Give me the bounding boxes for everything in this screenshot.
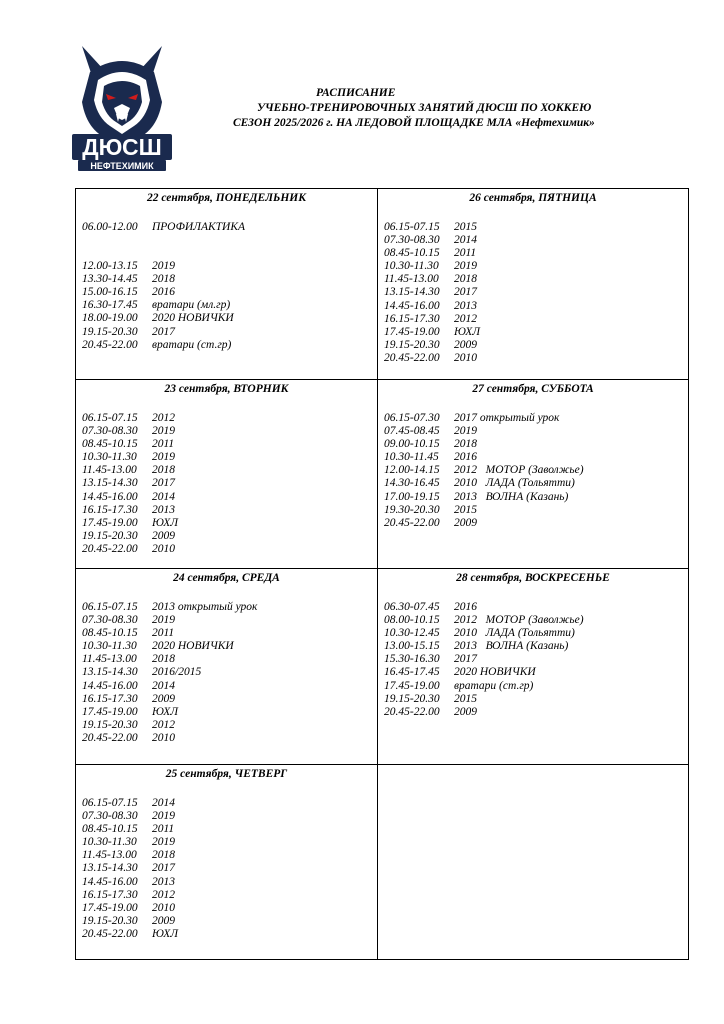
day-cell: [378, 380, 689, 569]
session-row: [82, 326, 377, 339]
session-row: [384, 627, 688, 640]
session-time: 17.45-19.00: [384, 325, 440, 338]
session-row: [82, 504, 377, 517]
session-row: [82, 477, 377, 490]
session-group: 2019: [152, 451, 175, 464]
session-group: 2019: [152, 614, 175, 627]
session-group: 2012: [454, 312, 477, 325]
session-group: 2017 открытый урок: [454, 412, 560, 424]
session-row: [82, 706, 377, 719]
session-row: [82, 273, 377, 286]
session-group: 2019: [454, 260, 477, 273]
session-time: 14.45-16.00: [384, 299, 440, 312]
session-row: [82, 640, 377, 653]
session-group: 2012 МОТОР (Заволжье): [454, 464, 584, 477]
session-row: [82, 849, 377, 862]
session-time: 20.45-22.00: [384, 351, 440, 364]
session-row: [82, 425, 377, 438]
session-row: [82, 902, 377, 915]
session-time: 10.30-12.45: [384, 627, 440, 640]
session-group: 2015: [454, 692, 477, 705]
session-time: 11.45-13.00: [82, 464, 137, 477]
session-group: 2016/2015: [152, 666, 202, 679]
session-row: [82, 810, 377, 823]
session-time: 15.00-16.15: [82, 286, 138, 299]
session-group: 2012: [152, 718, 175, 731]
session-row: [384, 273, 688, 286]
session-time: 14.45-16.00: [82, 875, 138, 888]
session-group: 2017: [152, 325, 175, 338]
session-group: 2010: [152, 731, 175, 744]
session-row: [82, 451, 377, 464]
day-title: 28 сентября, ВОСКРЕСЕНЬЕ: [456, 572, 610, 584]
session-time: 19.15-20.30: [82, 529, 138, 542]
session-group: 2013: [454, 299, 477, 312]
session-group: 2014: [152, 490, 175, 503]
session-time: 17.45-19.00: [384, 679, 440, 692]
session-row: [82, 836, 377, 849]
session-group: 2012: [152, 412, 175, 424]
session-time: 07.30-08.30: [82, 425, 138, 438]
session-row: [384, 300, 688, 313]
session-group: 2019: [152, 260, 175, 273]
session-row: [384, 451, 688, 464]
session-row: [82, 928, 377, 941]
session-row: [82, 299, 377, 312]
session-row: [82, 234, 377, 260]
session-time: 10.30-11.30: [384, 260, 439, 273]
session-row: [82, 797, 377, 810]
session-row: [384, 339, 688, 352]
session-time: 10.30-11.30: [82, 836, 137, 849]
session-row: [82, 915, 377, 928]
session-list: [378, 398, 688, 530]
session-row: [82, 889, 377, 902]
day-cell: [76, 765, 378, 960]
session-row: [82, 627, 377, 640]
session-group: 2017: [152, 477, 175, 490]
session-time: 20.45-22.00: [82, 338, 138, 351]
session-time: 19.15-20.30: [384, 692, 440, 705]
session-row: [82, 876, 377, 889]
day-title: 24 сентября, СРЕДА: [173, 572, 280, 584]
day-cell: [76, 189, 378, 380]
session-group: 2015: [454, 503, 477, 516]
session-time: 20.45-22.00: [82, 542, 138, 555]
session-group: 2011: [152, 438, 175, 451]
session-time: 14.45-16.00: [82, 490, 138, 503]
session-time: 13.15-14.30: [82, 862, 138, 875]
wolf-logo-icon: [68, 42, 176, 172]
session-group: 2018: [152, 464, 175, 477]
session-time: 16.30-17.45: [82, 299, 138, 312]
session-group: 2016: [454, 451, 477, 464]
session-group: 2018: [152, 653, 175, 666]
session-group: 2019: [152, 836, 175, 849]
session-group: 2017: [454, 286, 477, 299]
session-group: 2015: [454, 221, 477, 233]
session-row: [384, 601, 688, 614]
session-time: 13.15-14.30: [82, 666, 138, 679]
session-time: 12.00-14.15: [384, 464, 440, 477]
session-row: [82, 517, 377, 530]
session-row: [384, 234, 688, 247]
session-time: 08.45-10.15: [384, 247, 440, 260]
session-time: 13.15-14.30: [384, 286, 440, 299]
session-time: 19.15-20.30: [82, 914, 138, 927]
session-group: 2010: [152, 901, 175, 914]
session-time: 10.30-11.30: [82, 451, 137, 464]
session-time: 06.30-07.45: [384, 601, 440, 613]
session-time: 08.45-10.15: [82, 823, 138, 836]
session-row: [82, 339, 377, 352]
header-season: СЕЗОН 2025/2026 г. НА ЛЕДОВОЙ ПЛОЩАДКЕ МЛА «Нефтехимик»: [233, 117, 595, 129]
session-row: [384, 680, 688, 693]
session-row: [82, 719, 377, 732]
session-row: [384, 438, 688, 451]
session-group: ПРОФИЛАКТИКА: [152, 221, 245, 233]
session-group: ЮХЛ: [152, 927, 179, 940]
session-row: [384, 504, 688, 517]
session-time: 07.45-08.45: [384, 425, 440, 438]
day-cell: [378, 189, 689, 380]
session-row: [82, 823, 377, 836]
session-time: 17.45-19.00: [82, 705, 138, 718]
session-row: [82, 491, 377, 504]
session-time: 20.45-22.00: [384, 705, 440, 718]
session-row: [384, 313, 688, 326]
session-group: 2014: [454, 234, 477, 247]
session-row: [384, 693, 688, 706]
session-group: 2020 НОВИЧКИ: [152, 312, 234, 325]
session-group: ЮХЛ: [152, 705, 179, 718]
session-row: [384, 412, 688, 425]
session-time: 14.30-16.45: [384, 477, 440, 490]
day-cell: [76, 380, 378, 569]
session-time: 16.15-17.30: [82, 888, 138, 901]
session-time: 06.15-07.15: [82, 601, 138, 613]
session-time: 07.30-08.30: [384, 234, 440, 247]
header-title: РАСПИСАНИЕ: [316, 87, 396, 99]
session-time: 06.15-07.15: [82, 797, 138, 809]
session-group: 2020 НОВИЧКИ: [152, 640, 234, 653]
session-row: [82, 221, 377, 234]
session-time: 17.45-19.00: [82, 901, 138, 914]
day-title: 23 сентября, ВТОРНИК: [164, 383, 289, 395]
session-group: 2011: [152, 627, 175, 640]
session-time: 18.00-19.00: [82, 312, 138, 325]
session-time: 08.45-10.15: [82, 627, 138, 640]
session-group: 2019: [454, 425, 477, 438]
session-time: 16.45-17.45: [384, 666, 440, 679]
session-time: 16.15-17.30: [82, 692, 138, 705]
session-time: 11.45-13.00: [384, 273, 439, 286]
session-row: [384, 653, 688, 666]
session-time: 11.45-13.00: [82, 849, 137, 862]
session-row: [384, 640, 688, 653]
session-group: 2013 ВОЛНА (Казань): [454, 490, 569, 503]
day-title: 26 сентября, ПЯТНИЦА: [469, 192, 597, 204]
session-group: 2010: [152, 542, 175, 555]
session-row: [82, 680, 377, 693]
dyussh-logo: [68, 42, 176, 172]
session-group: вратари (мл.гр): [152, 299, 231, 312]
session-row: [82, 862, 377, 875]
header-subtitle: УЧЕБНО-ТРЕНИРОВОЧНЫХ ЗАНЯТИЙ ДЮСШ ПО ХОККЕЮ: [257, 102, 592, 114]
session-time: 13.00-15.15: [384, 640, 440, 653]
session-row: [82, 693, 377, 706]
session-group: 2020 НОВИЧКИ: [454, 666, 536, 679]
day-title: 22 сентября, ПОНЕДЕЛЬНИК: [146, 192, 307, 204]
day-title: 27 сентября, СУББОТА: [472, 383, 594, 395]
session-row: [384, 477, 688, 490]
session-time: 11.45-13.00: [82, 653, 137, 666]
session-row: [82, 286, 377, 299]
session-group: 2019: [152, 425, 175, 438]
session-group: 2009: [152, 529, 175, 542]
session-row: [82, 412, 377, 425]
session-group: 2010: [454, 351, 477, 364]
session-time: 19.15-20.30: [82, 718, 138, 731]
session-row: [82, 543, 377, 556]
session-group: 2018: [454, 273, 477, 286]
session-group: 2010 ЛАДА (Тольятти): [454, 477, 575, 490]
session-row: [384, 286, 688, 299]
session-group: 2009: [454, 516, 477, 529]
session-group: 2009: [152, 692, 175, 705]
session-list: [76, 207, 377, 352]
session-row: [82, 530, 377, 543]
session-group: 2009: [454, 338, 477, 351]
session-group: ЮХЛ: [152, 516, 179, 529]
session-time: 19.30-20.30: [384, 503, 440, 516]
session-row: [384, 352, 688, 365]
session-row: [384, 517, 688, 530]
session-group: 2014: [152, 797, 175, 809]
logo-subtitle: НЕФТЕХИМИК: [90, 161, 154, 171]
session-time: 09.00-10.15: [384, 438, 440, 451]
session-group: 2018: [152, 273, 175, 286]
session-time: 06.00-12.00: [82, 221, 138, 233]
logo-title: ДЮСШ: [82, 134, 162, 160]
session-row: [384, 326, 688, 339]
session-time: 17.00-19.15: [384, 490, 440, 503]
session-list: [76, 398, 377, 556]
session-group: 2019: [152, 810, 175, 823]
day-title: 25 сентября, ЧЕТВЕРГ: [165, 768, 288, 780]
session-row: [384, 666, 688, 679]
session-time: 17.45-19.00: [82, 516, 138, 529]
session-group: 2016: [454, 601, 477, 613]
session-time: 16.15-17.30: [384, 312, 440, 325]
session-time: 13.15-14.30: [82, 477, 138, 490]
session-row: [384, 260, 688, 273]
session-group: 2012: [152, 888, 175, 901]
day-cell: [378, 569, 689, 765]
session-row: [384, 706, 688, 719]
session-group: ЮХЛ: [454, 325, 481, 338]
session-row: [82, 614, 377, 627]
session-group: 2013: [152, 875, 175, 888]
session-time: 14.45-16.00: [82, 679, 138, 692]
session-time: 06.15-07.30: [384, 412, 440, 424]
session-time: 20.45-22.00: [384, 516, 440, 529]
session-group: 2013: [152, 503, 175, 516]
session-row: [82, 601, 377, 614]
session-time: 19.15-20.30: [384, 338, 440, 351]
session-list: [76, 783, 377, 941]
session-time: 07.30-08.30: [82, 810, 138, 823]
session-group: 2014: [152, 679, 175, 692]
session-time: 08.00-10.15: [384, 614, 440, 627]
session-row: [384, 464, 688, 477]
session-time: 07.30-08.30: [82, 614, 138, 627]
session-row: [384, 491, 688, 504]
session-group: 2016: [152, 286, 175, 299]
session-time: 10.30-11.45: [384, 451, 439, 464]
schedule-table: [75, 188, 689, 960]
session-list: [378, 207, 688, 365]
session-time: 12.00-13.15: [82, 260, 138, 273]
session-row: [82, 464, 377, 477]
session-group: вратари (ст.гр): [152, 338, 232, 351]
session-row: [82, 312, 377, 325]
session-time: 16.15-17.30: [82, 503, 138, 516]
session-group: 2017: [152, 862, 175, 875]
session-time: 20.45-22.00: [82, 927, 138, 940]
session-row: [384, 247, 688, 260]
session-group: 2011: [152, 823, 175, 836]
session-group: 2011: [454, 247, 477, 260]
session-time: 06.15-07.15: [384, 221, 440, 233]
session-group: вратари (ст.гр): [454, 679, 534, 692]
session-row: [82, 260, 377, 273]
session-group: 2012 МОТОР (Заволжье): [454, 614, 584, 627]
session-time: 06.15-07.15: [82, 412, 138, 424]
session-row: [82, 653, 377, 666]
session-row: [82, 666, 377, 679]
session-time: 19.15-20.30: [82, 325, 138, 338]
session-group: 2017: [454, 653, 477, 666]
session-row: [82, 732, 377, 745]
session-time: 10.30-11.30: [82, 640, 137, 653]
session-list: [378, 587, 688, 719]
session-list: [76, 587, 377, 745]
session-group: 2010 ЛАДА (Тольятти): [454, 627, 575, 640]
session-row: [384, 221, 688, 234]
session-group: 2009: [152, 914, 175, 927]
session-group: 2009: [454, 705, 477, 718]
session-time: 13.30-14.45: [82, 273, 138, 286]
session-time: 15.30-16.30: [384, 653, 440, 666]
session-group: 2013 открытый урок: [152, 601, 258, 613]
session-time: 20.45-22.00: [82, 731, 138, 744]
session-group: 2018: [152, 849, 175, 862]
day-cell: [76, 569, 378, 765]
session-group: 2013 ВОЛНА (Казань): [454, 640, 569, 653]
session-row: [384, 614, 688, 627]
session-group: 2018: [454, 438, 477, 451]
session-row: [384, 425, 688, 438]
empty-cell: [378, 765, 689, 960]
session-row: [82, 438, 377, 451]
session-time: 08.45-10.15: [82, 438, 138, 451]
